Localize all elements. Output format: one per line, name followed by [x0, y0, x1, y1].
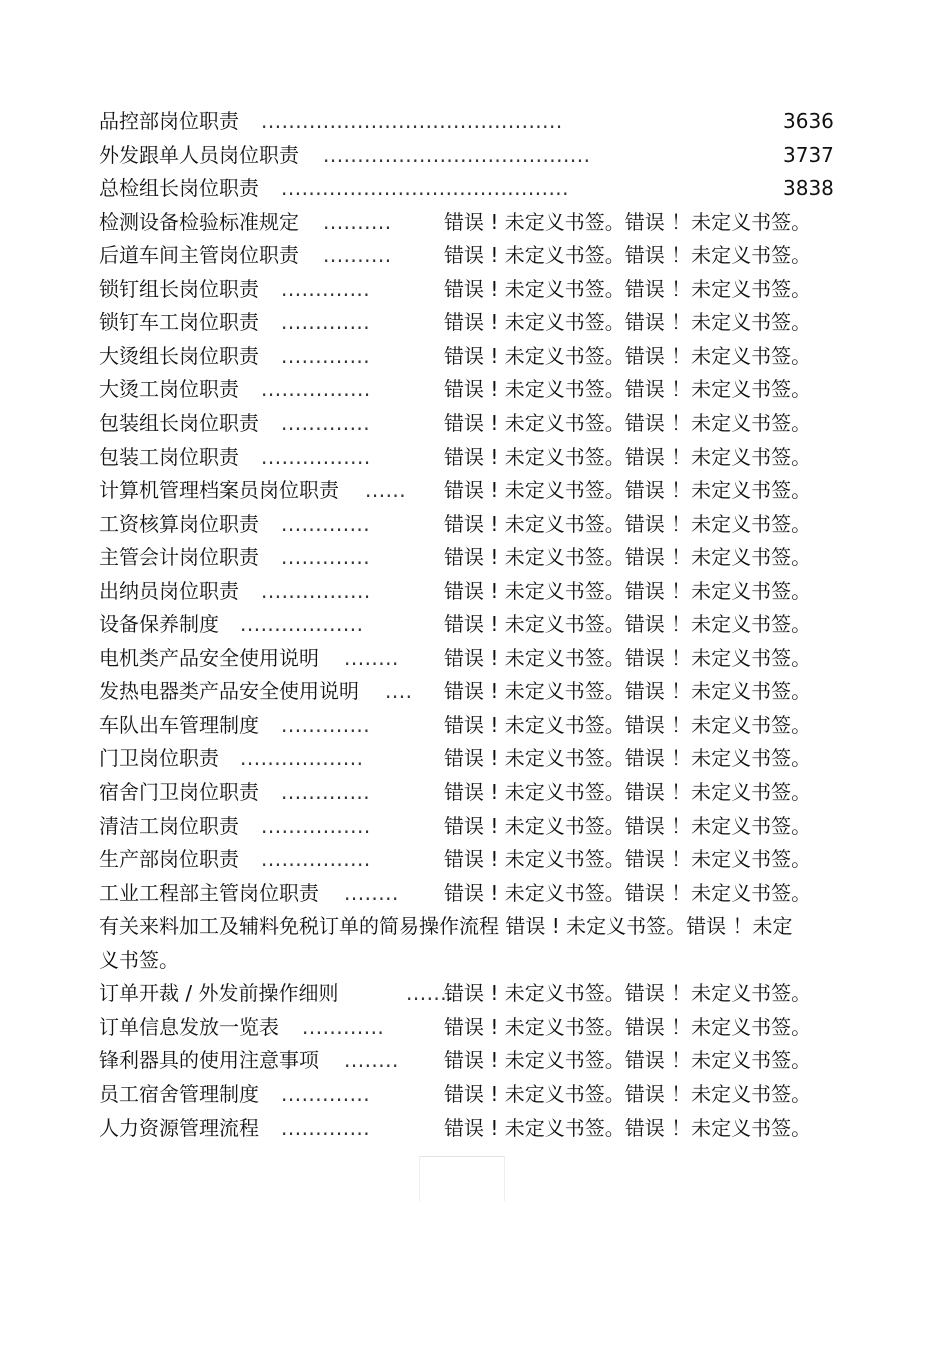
toc-leader-dots: ....: [385, 679, 413, 703]
toc-entry[interactable]: [0, 976, 950, 1010]
toc-leader-dots: .............: [281, 713, 371, 737]
toc-entry[interactable]: [0, 406, 950, 440]
toc-entry[interactable]: [0, 574, 950, 608]
toc-entry-title: 订单开裁 / 外发前操作细则: [99, 981, 339, 1005]
toc-bookmark-error: 错误 ! 未定义书签。错误 ！未定义书签。: [444, 1048, 812, 1072]
toc-entry[interactable]: [0, 1043, 950, 1077]
toc-entry[interactable]: [0, 708, 950, 742]
toc-bookmark-error: 错误 ! 未定义书签。错误 ！未定义书签。: [444, 746, 812, 770]
toc-leader-dots: ........: [344, 881, 399, 905]
toc-entry-title: 锋利器具的使用注意事项: [99, 1048, 319, 1072]
toc-entry-title: 车队出车管理制度: [99, 713, 259, 737]
toc-leader-dots: .............: [281, 512, 371, 536]
toc-entry[interactable]: [0, 775, 950, 809]
toc-entry-title: 外发跟单人员岗位职责: [99, 143, 299, 167]
toc-entry[interactable]: [0, 607, 950, 641]
toc-bookmark-error: 错误 ! 未定义书签。错误 ！未定义书签。: [444, 1015, 812, 1039]
toc-entry-title: 人力资源管理流程: [99, 1116, 259, 1140]
toc-bookmark-error: 错误 ! 未定义书签。错误 ！未定义书签。: [444, 646, 812, 670]
toc-entry[interactable]: [0, 1077, 950, 1111]
toc-entry[interactable]: [0, 440, 950, 474]
toc-entry[interactable]: [0, 305, 950, 339]
toc-entry-title: 生产部岗位职责: [99, 847, 239, 871]
toc-entry[interactable]: [0, 238, 950, 272]
toc-entry[interactable]: [0, 876, 950, 910]
toc-leader-dots: ................: [261, 445, 371, 469]
toc-leader-dots: ................: [261, 847, 371, 871]
toc-entry-title: 锁钉组长岗位职责: [99, 277, 259, 301]
toc-entry[interactable]: [0, 641, 950, 675]
toc-entry-title: 后道车间主管岗位职责: [99, 243, 299, 267]
toc-leader-dots: ........: [344, 646, 399, 670]
toc-page-number: 3737: [783, 143, 834, 167]
toc-bookmark-error: 错误 ! 未定义书签。错误 ！未定义书签。: [444, 277, 812, 301]
toc-entry[interactable]: [0, 104, 950, 138]
toc-leader-dots: ..................: [240, 612, 364, 636]
toc-bookmark-error: 错误 ! 未定义书签。错误 ！未定义书签。: [444, 881, 812, 905]
toc-bookmark-error: 错误 ! 未定义书签。错误 ！未定义书签。: [444, 847, 812, 871]
toc-leader-dots: ................: [261, 814, 371, 838]
toc-entry-title: 宿舍门卫岗位职责: [99, 780, 259, 804]
toc-entry-title: 设备保养制度: [99, 612, 219, 636]
toc-entry[interactable]: [0, 842, 950, 876]
toc-entry-title: 大烫工岗位职责: [99, 377, 239, 401]
toc-leader-dots: .............: [281, 344, 371, 368]
toc-entry-title: 出纳员岗位职责: [99, 579, 239, 603]
toc-leader-dots: ..........................................: [281, 176, 570, 200]
toc-bookmark-error: 错误 ! 未定义书签。错误 ！未定义书签。: [444, 814, 812, 838]
toc-entry[interactable]: [0, 205, 950, 239]
toc-leader-dots: .............: [281, 411, 371, 435]
toc-entry[interactable]: [0, 372, 950, 406]
toc-leader-dots: ..................: [240, 746, 364, 770]
toc-entry[interactable]: [0, 1111, 950, 1145]
toc-entry[interactable]: [0, 674, 950, 708]
toc-bookmark-error: 错误 ! 未定义书签。错误 ！未定义书签。: [444, 545, 812, 569]
toc-leader-dots: .............: [281, 310, 371, 334]
toc-bookmark-error: 错误 ! 未定义书签。错误 ！未定义书签。: [444, 377, 812, 401]
toc-leader-dots: ..........: [323, 210, 392, 234]
toc-leader-dots: ......: [365, 478, 407, 502]
toc-entry[interactable]: [0, 540, 950, 574]
toc-bookmark-error: 错误 ! 未定义书签。错误 ！未定义书签。: [444, 512, 812, 536]
toc-entry[interactable]: [0, 272, 950, 306]
toc-leader-dots: ............: [302, 1015, 385, 1039]
toc-entry-title: 发热电器类产品安全使用说明: [99, 679, 359, 703]
toc-entry[interactable]: [0, 473, 950, 507]
toc-bookmark-error: 错误 ! 未定义书签。错误 ！未定义书签。: [444, 1116, 812, 1140]
toc-bookmark-error: 错误 ! 未定义书签。错误 ！未定义书签。: [444, 478, 812, 502]
toc-entry-title: 锁钉车工岗位职责: [99, 310, 259, 334]
toc-entry-title: 工资核算岗位职责: [99, 512, 259, 536]
toc-entry[interactable]: [0, 809, 950, 843]
toc-bookmark-error: 错误 ! 未定义书签。错误 ！未定义书签。: [444, 612, 812, 636]
toc-leader-dots: .............: [281, 545, 371, 569]
toc-bookmark-error: 错误 ! 未定义书签。错误 ！未定义书签。: [444, 713, 812, 737]
toc-leader-dots: ................: [261, 579, 371, 603]
toc-bookmark-error: 错误 ! 未定义书签。错误 ！未定义书签。: [444, 310, 812, 334]
toc-leader-dots: .......................................: [323, 143, 591, 167]
toc-page-number: 3838: [783, 176, 834, 200]
toc-entry[interactable]: [0, 138, 950, 172]
toc-entry-title: 电机类产品安全使用说明: [99, 646, 319, 670]
toc-entry-title: 包装工岗位职责: [99, 445, 239, 469]
toc-entry-title: 品控部岗位职责: [99, 109, 239, 133]
toc-bookmark-error: 错误 ! 未定义书签。错误 ！未定义书签。: [444, 981, 812, 1005]
toc-bookmark-error: 错误 ! 未定义书签。错误 ！未定义书签。: [444, 243, 812, 267]
toc-entry-title: 员工宿舍管理制度: [99, 1082, 259, 1106]
toc-page-number: 3636: [783, 109, 834, 133]
toc-entry-wrapped-line1[interactable]: 有关来料加工及辅料免税订单的简易操作流程 错误 ! 未定义书签。错误 ！未定: [99, 914, 793, 938]
toc-leader-dots: .............: [281, 1082, 371, 1106]
toc-leader-dots: .............: [281, 780, 371, 804]
toc-entry-title: 大烫组长岗位职责: [99, 344, 259, 368]
toc-entry-wrapped-line2: 义书签。: [99, 948, 179, 972]
toc-entry-title: 检测设备检验标准规定: [99, 210, 299, 234]
page-number-box: [419, 1156, 505, 1201]
toc-bookmark-error: 错误 ! 未定义书签。错误 ！未定义书签。: [444, 780, 812, 804]
toc-entry-title: 总检组长岗位职责: [99, 176, 259, 200]
toc-leader-dots: .............: [281, 277, 371, 301]
toc-entry-title: 订单信息发放一览表: [99, 1015, 279, 1039]
toc-entry-title: 门卫岗位职责: [99, 746, 219, 770]
toc-entry-title: 包装组长岗位职责: [99, 411, 259, 435]
toc-bookmark-error: 错误 ! 未定义书签。错误 ！未定义书签。: [444, 679, 812, 703]
toc-bookmark-error: 错误 ! 未定义书签。错误 ！未定义书签。: [444, 445, 812, 469]
toc-entry[interactable]: [0, 339, 950, 373]
toc-entry-title: 工业工程部主管岗位职责: [99, 881, 319, 905]
toc-leader-dots: .......: [406, 981, 455, 1005]
toc-entry[interactable]: [0, 171, 950, 205]
toc-leader-dots: ................: [261, 377, 371, 401]
toc-bookmark-error: 错误 ! 未定义书签。错误 ！未定义书签。: [444, 1082, 812, 1106]
toc-entry[interactable]: [0, 507, 950, 541]
toc-bookmark-error: 错误 ! 未定义书签。错误 ！未定义书签。: [444, 411, 812, 435]
toc-bookmark-error: 错误 ! 未定义书签。错误 ！未定义书签。: [444, 579, 812, 603]
toc-entry[interactable]: [0, 741, 950, 775]
toc-entry-title: 计算机管理档案员岗位职责: [99, 478, 339, 502]
toc-entry-title: 主管会计岗位职责: [99, 545, 259, 569]
toc-bookmark-error: 错误 ! 未定义书签。错误 ！未定义书签。: [444, 344, 812, 368]
toc-entry-title: 清洁工岗位职责: [99, 814, 239, 838]
toc-leader-dots: ..........: [323, 243, 392, 267]
toc-leader-dots: ........: [344, 1048, 399, 1072]
toc-entry[interactable]: [0, 1010, 950, 1044]
toc-leader-dots: ............................................: [261, 109, 563, 133]
toc-leader-dots: .............: [281, 1116, 371, 1140]
toc-bookmark-error: 错误 ! 未定义书签。错误 ！未定义书签。: [444, 210, 812, 234]
